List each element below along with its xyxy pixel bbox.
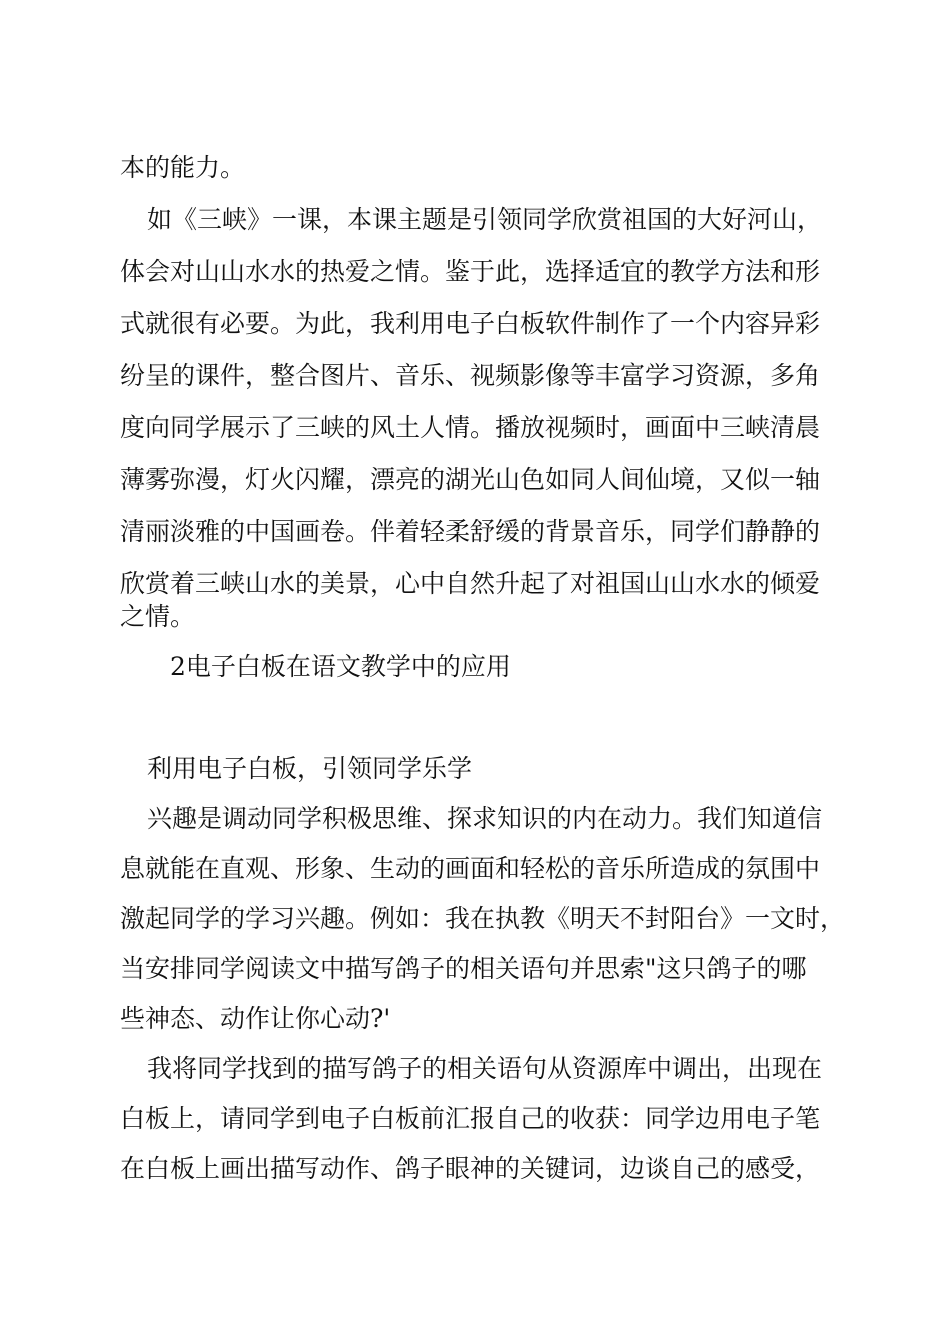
paragraph-line: 之情。 <box>120 602 196 631</box>
paragraph-line: 度向同学展示了三峡的风土人情。播放视频时，画面中三峡清晨 <box>120 413 821 442</box>
paragraph-line: 兴趣是调动同学积极思维、探求知识的内在动力。我们知道信 <box>147 804 823 833</box>
paragraph-line: 当安排同学阅读文中描写鸽子的相关语句并思索"这只鸽子的哪 <box>120 954 807 983</box>
paragraph-line: 些神态、动作让你心动?' <box>120 1004 391 1033</box>
paragraph-line: 式就很有必要。为此，我利用电子白板软件制作了一个内容异彩 <box>120 309 821 338</box>
paragraph-line: 如《三峡》一课，本课主题是引领同学欣赏祖国的大好河山， <box>147 205 823 234</box>
paragraph-line: 本的能力。 <box>120 153 246 182</box>
paragraph-line: 薄雾弥漫，灯火闪耀，漂亮的湖光山色如同人间仙境，又似一轴 <box>120 465 821 494</box>
paragraph-line: 在白板上画出描写动作、鸽子眼神的关键词，边谈自己的感受， <box>120 1154 821 1183</box>
paragraph-line: 我将同学找到的描写鸽子的相关语句从资源库中调出，出现在 <box>147 1054 823 1083</box>
section-heading: 2电子白板在语文教学中的应用 <box>170 652 511 681</box>
paragraph-line: 息就能在直观、形象、生动的画面和轻松的音乐所造成的氛围中 <box>120 854 821 883</box>
paragraph-line: 激起同学的学习兴趣。例如：我在执教《明天不封阳台》一文时， <box>120 904 846 933</box>
paragraph-line: 纷呈的课件，整合图片、音乐、视频影像等丰富学习资源，多角 <box>120 361 821 390</box>
paragraph-line: 白板上，请同学到电子白板前汇报自己的收获：同学边用电子笔 <box>120 1104 821 1133</box>
paragraph-line: 欣赏着三峡山水的美景，心中自然升起了对祖国山山水水的倾爱 <box>120 569 821 598</box>
paragraph-line: 体会对山山水水的热爱之情。鉴于此，选择适宜的教学方法和形 <box>120 257 821 286</box>
paragraph-line: 清丽淡雅的中国画卷。伴着轻柔舒缓的背景音乐，同学们静静的 <box>120 517 821 546</box>
subsection-heading: 利用电子白板，引领同学乐学 <box>147 754 473 783</box>
